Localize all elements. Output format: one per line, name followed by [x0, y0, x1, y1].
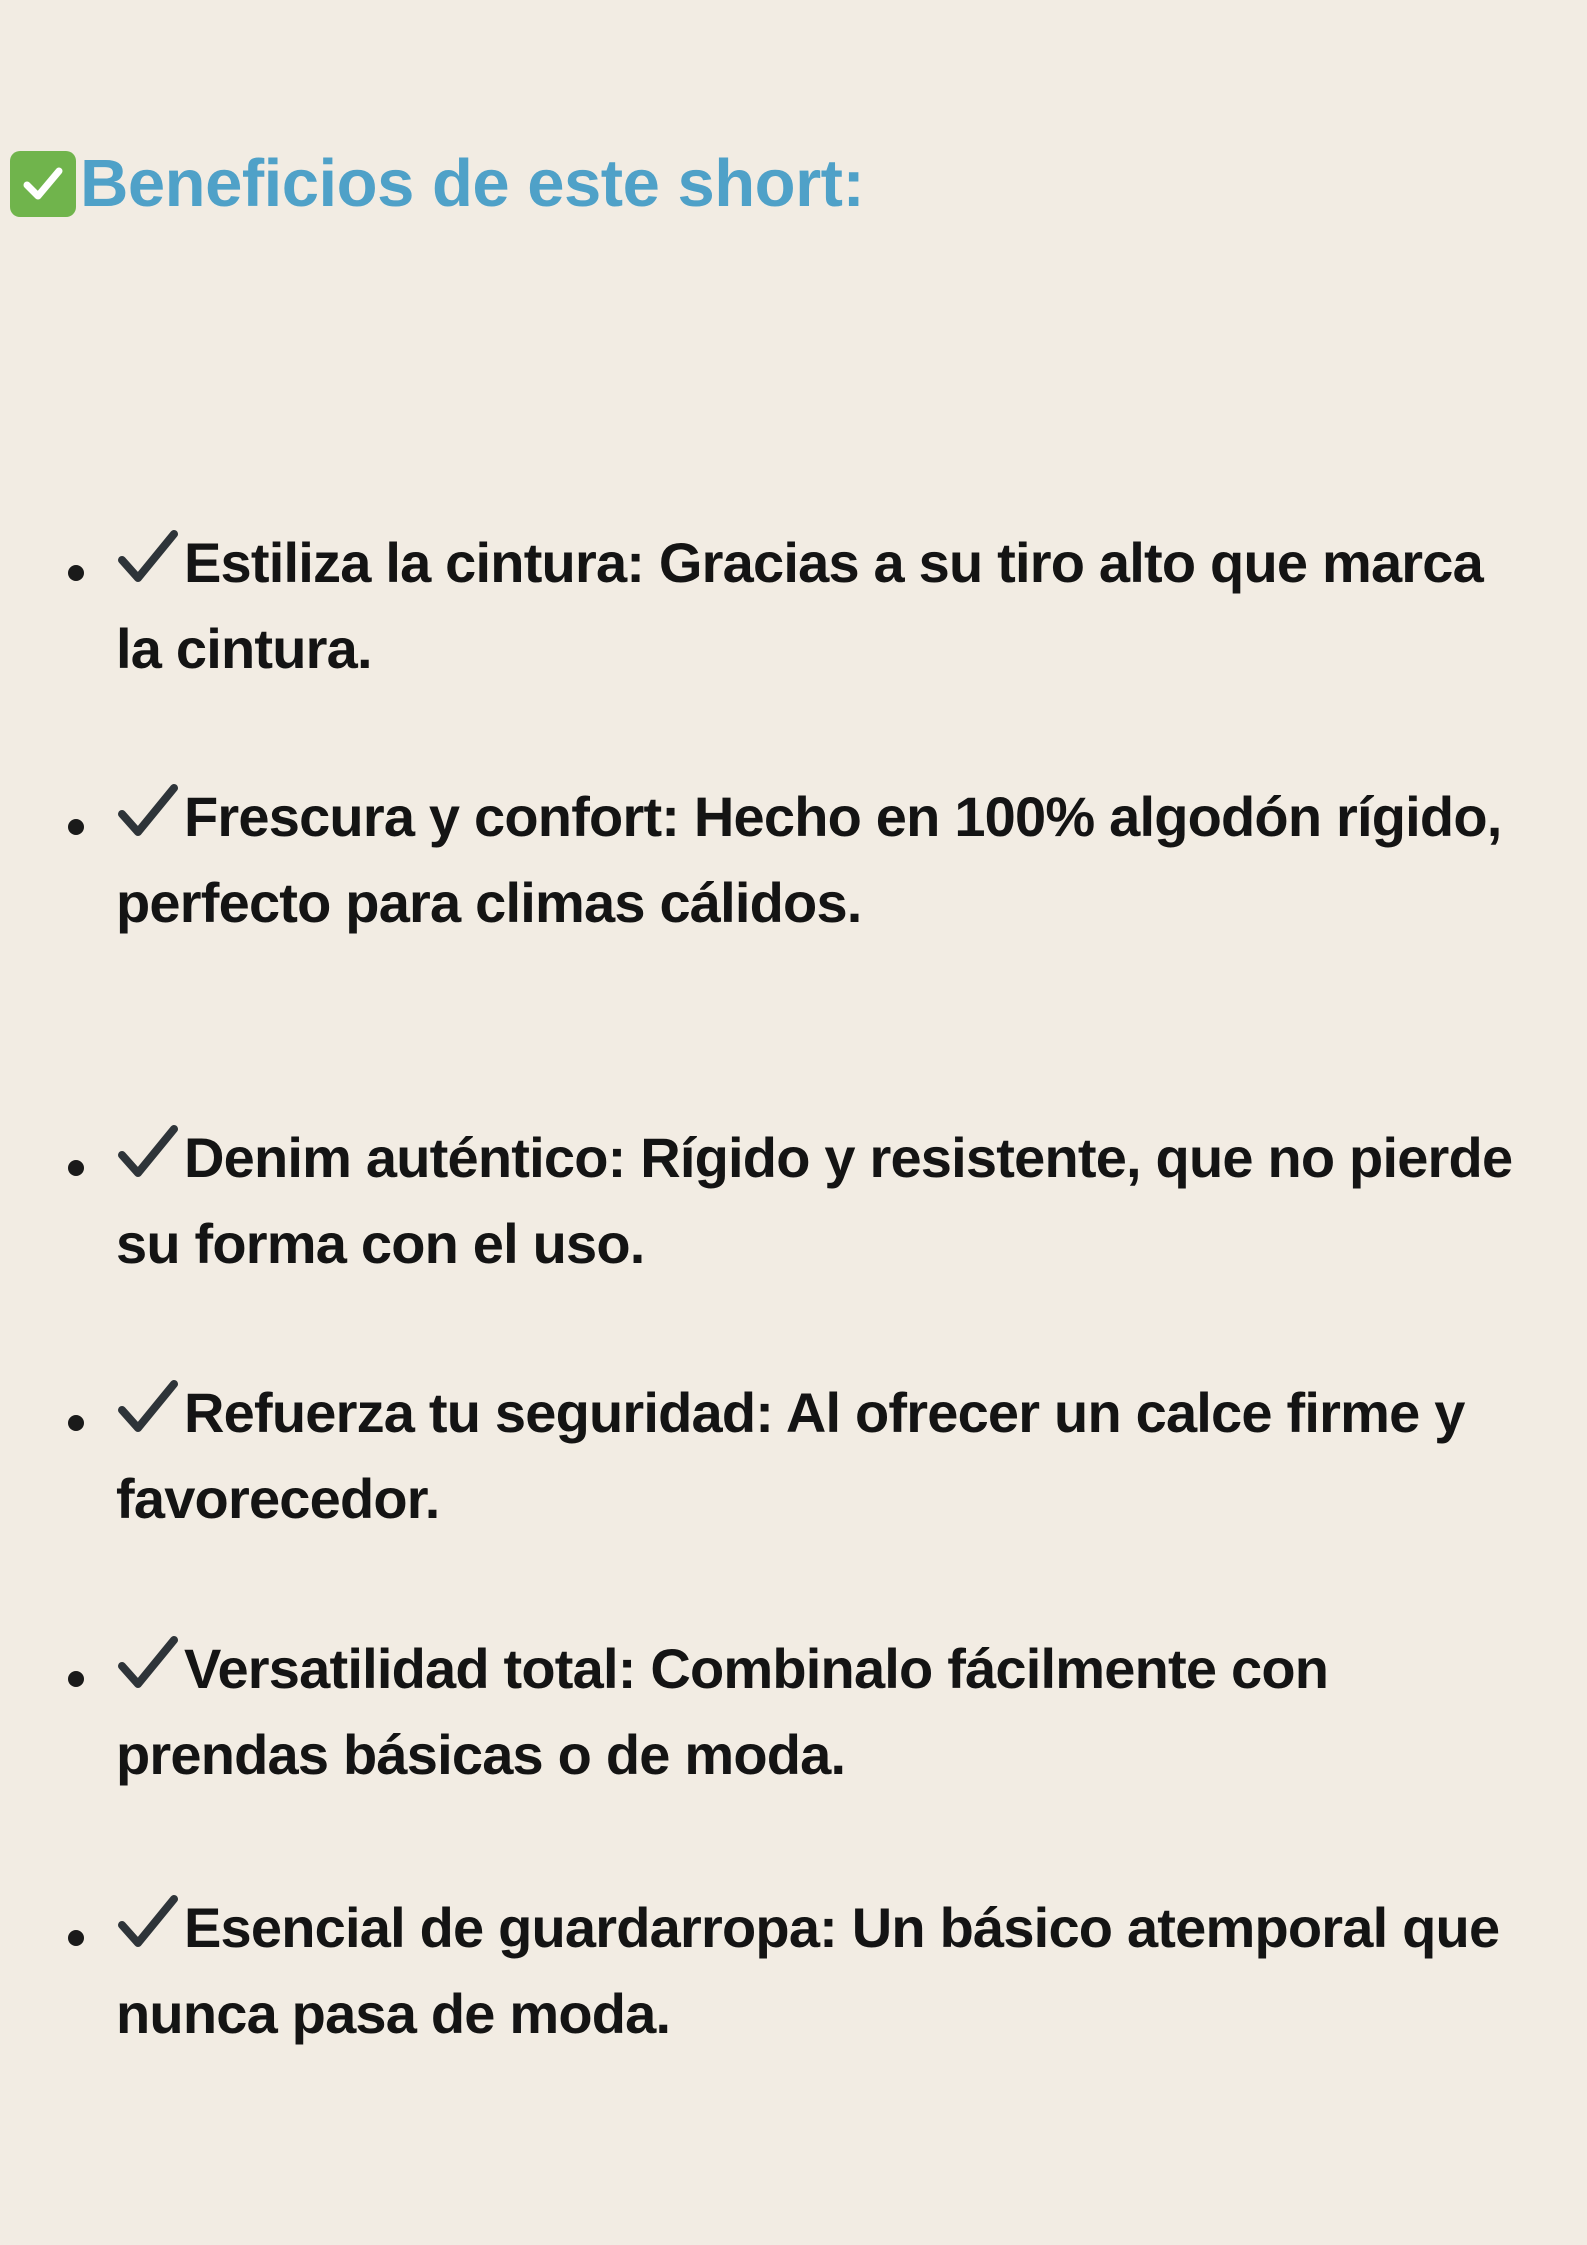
check-icon [116, 1634, 178, 1692]
benefit-text: Esencial de guardarropa: Un básico atemporal que nunca pasa de moda. [116, 1896, 1500, 2045]
bullet-point [68, 1160, 84, 1176]
check-mark-button-icon [10, 151, 76, 217]
check-icon [116, 782, 178, 840]
bullet-point [68, 565, 84, 581]
check-icon [116, 1123, 178, 1181]
benefit-text: Refuerza tu seguridad: Al ofrecer un calce firme y favorecedor. [116, 1381, 1465, 1530]
check-icon [116, 528, 178, 586]
bullet-point [68, 819, 84, 835]
bullet-point [68, 1930, 84, 1946]
benefit-text: Versatilidad total: Combinalo fácilmente con prendas básicas o de moda. [116, 1637, 1329, 1786]
check-icon [116, 1378, 178, 1436]
page-heading [10, 146, 865, 221]
heading-title: Beneficios de este short: [80, 146, 865, 221]
check-icon [116, 1893, 178, 1951]
benefit-text: Frescura y confort: Hecho en 100% algodón rígido, perfecto para climas cálidos. [116, 785, 1502, 934]
benefit-text: Estiliza la cintura: Gracias a su tiro alto que marca la cintura. [116, 531, 1483, 680]
benefit-text: Denim auténtico: Rígido y resistente, que no pierde su forma con el uso. [116, 1126, 1513, 1275]
bullet-point [68, 1415, 84, 1431]
bullet-point [68, 1671, 84, 1687]
